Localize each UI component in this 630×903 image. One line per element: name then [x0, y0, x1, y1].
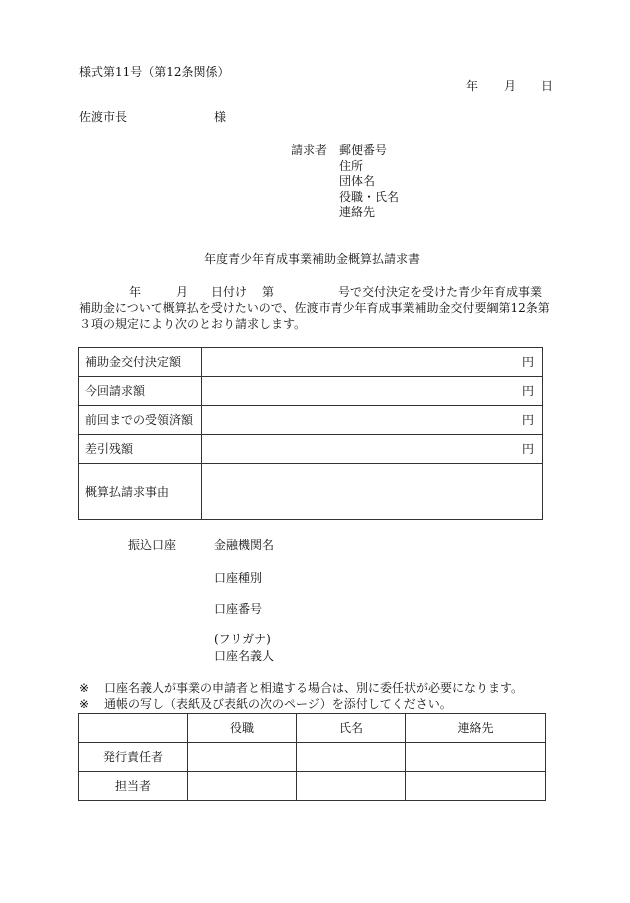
amount-label-balance: 差引残額 [79, 435, 202, 464]
document-title: 年度青少年育成事業補助金概算払請求書 [204, 252, 421, 266]
table-row [79, 348, 543, 377]
addressee [79, 110, 227, 124]
note-1-mark: ※ [79, 681, 90, 695]
form-number: 様式第11号（第12条関係） [79, 65, 230, 79]
note-2-text: 通帳の写し（表紙及び表紙の次のページ）を添付してください。 [104, 697, 452, 711]
table-row [79, 406, 543, 435]
claimant-field-position-name: 役職・氏名 [339, 189, 400, 204]
claimant-field-organization: 団体名 [339, 174, 376, 188]
body-line-1 [79, 284, 554, 300]
table-row [79, 743, 546, 772]
body-line-2: 補助金について概算払を受けたいので、佐渡市青少年育成事業補助金交付要綱第12条第 [79, 301, 550, 315]
bank-account-number: 口座番号 [214, 602, 263, 616]
reason-label: 概算払請求事由 [79, 464, 202, 520]
body-dai: 第 [262, 285, 275, 299]
bank-furigana: (フリガナ) [214, 632, 271, 646]
claimant-label: 請求者 [291, 143, 328, 157]
amount-unit-received: 円 [202, 406, 543, 435]
addressee-honorific: 様 [214, 110, 227, 124]
bank-account-type: 口座種別 [214, 571, 263, 585]
amount-table [78, 347, 543, 520]
body-day: 日付け [211, 285, 248, 299]
staff-header-blank [79, 714, 188, 743]
staff-cell [297, 743, 406, 772]
staff-row-issuer: 発行責任者 [79, 743, 188, 772]
staff-table [78, 713, 546, 801]
staff-header-name: 氏名 [297, 714, 406, 743]
bank-account-holder: 口座名義人 [214, 649, 275, 663]
staff-cell [188, 743, 297, 772]
staff-row-contact-person: 担当者 [79, 772, 188, 801]
date-month: 月 [504, 79, 517, 93]
claimant-field-postal: 郵便番号 [339, 143, 388, 157]
staff-cell [406, 772, 546, 801]
table-row [79, 464, 543, 520]
amount-unit-balance: 円 [202, 435, 543, 464]
amount-unit-current: 円 [202, 377, 543, 406]
staff-header-contact: 連絡先 [406, 714, 546, 743]
staff-cell [188, 772, 297, 801]
amount-label-received: 前回までの受領済額 [79, 406, 202, 435]
date-day: 日 [541, 79, 554, 93]
table-row [79, 714, 546, 743]
table-row [79, 377, 543, 406]
claimant-fields [339, 144, 399, 222]
body-month: 月 [176, 285, 189, 299]
staff-cell [297, 772, 406, 801]
staff-cell [406, 743, 546, 772]
body-text [79, 284, 554, 332]
table-row [79, 772, 546, 801]
staff-header-position: 役職 [188, 714, 297, 743]
body-line-3: ３項の規定により次のとおり請求します。 [79, 317, 307, 331]
bank-label: 振込口座 [128, 538, 177, 552]
reason-value [202, 464, 543, 520]
amount-unit-decision: 円 [202, 348, 543, 377]
bank-institution: 金融機関名 [214, 538, 275, 552]
note-1-text: 口座名義人が事業の申請者と相違する場合は、別に委任状が必要になります。 [104, 681, 524, 695]
table-row [79, 435, 543, 464]
addressee-name: 佐渡市長 [79, 110, 128, 124]
body-year: 年 [129, 285, 142, 299]
note-2-mark: ※ [79, 697, 90, 711]
body-line-1-rest: 号で交付決定を受けた青少年育成事業 [338, 285, 543, 299]
claimant-field-address: 住所 [339, 158, 364, 173]
amount-label-current: 今回請求額 [79, 377, 202, 406]
claimant-field-contact: 連絡先 [339, 205, 376, 219]
amount-label-decision: 補助金交付決定額 [79, 348, 202, 377]
date-year: 年 [466, 79, 479, 93]
